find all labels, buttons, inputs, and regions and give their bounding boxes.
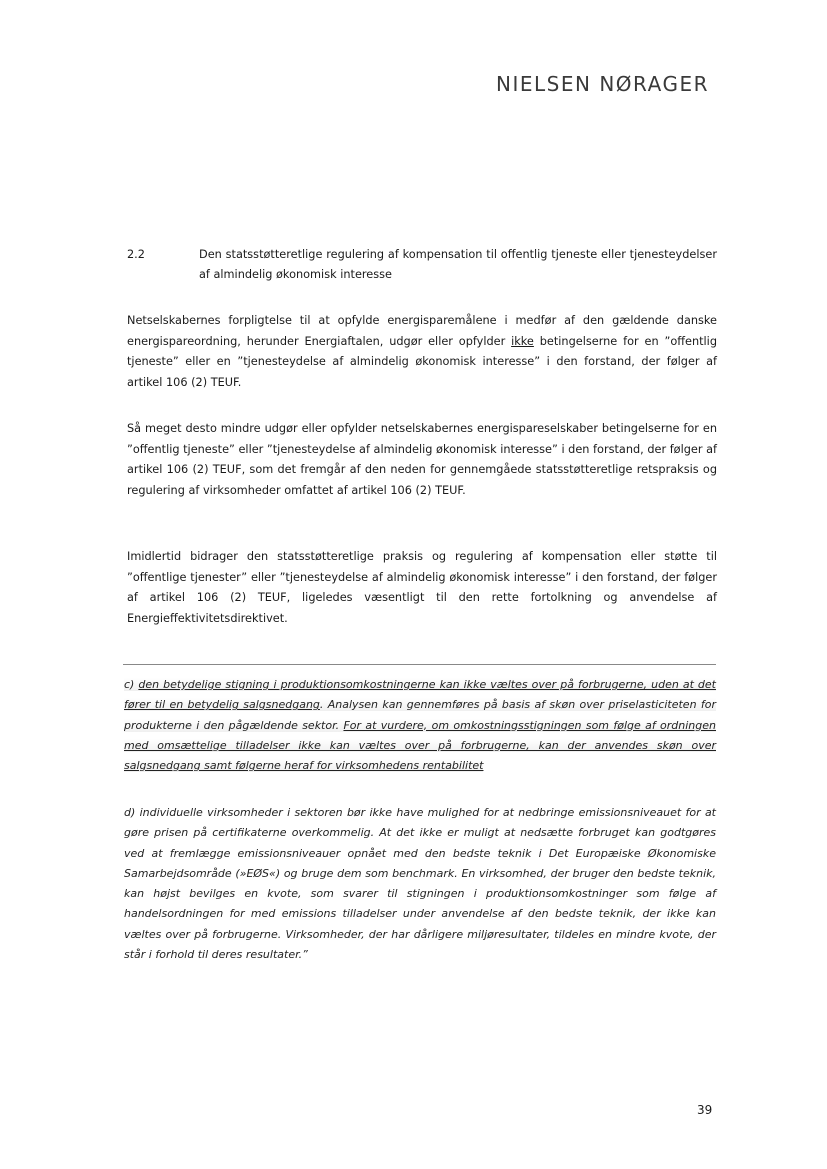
paragraph-3: Imidlertid bidrager den statsstøtteretlige praksis og regulering af kompensation eller støtte til ”offentlige tjenester” eller ”tjenesteydelse af almindelig økonomisk interesse” i den forstand, der følger af artikel 106 (2) TEUF, ligeledes væsentligt til den rette fortolkning og anvendelse af Energieffektivitetsdirektivet.: [127, 550, 717, 625]
firm-header: NIELSEN NØRAGER: [496, 72, 709, 96]
quote-item-d: d) individuelle virksomheder i sektoren bør ikke have mulighed for at nedbringe emissionsniveauet for at gøre prisen på certifikaterne overkommelig. At det ikke er muligt at nedsætte forbruget kan godtgøres ved at fremlægge emissionsniveauer opnået med den bedste teknik i Det Europæiske Økonomiske Samarbejdsområde (»EØS«) og bruge dem som benchmark. En virksomhed, der bruger den bedste teknik, kan højst bevilges en kvote, som svarer til stigningen i produktionsomkostninger som følge af handelsordningen for med emissions tilladelser under anvendelse af den bedste teknik, der ikke kan væltes over på forbrugerne. Virksomheder, der har dårligere miljøresultater, tildeles en mindre kvote, der står i forhold til deres resultater.”: [124, 806, 716, 962]
paragraph-1: [127, 311, 717, 393]
quote-c-prefix: c): [124, 678, 139, 691]
paragraph-2: Så meget desto mindre udgør eller opfylder netselskabernes energispareselskaber betingelserne for en ”offentlig tjeneste” eller ”tjenesteydelse af almindelig økonomisk interesse” i den forstand, der følger af artikel 106 (2) TEUF, som det fremgår af den neden for gennemgåede statsstøtteretlige retspraksis og regulering af virksomheder omfattet af artikel 106 (2) TEUF.: [127, 422, 717, 497]
quote-c-underline-1: den betydelige stigning i produktionsomkostningerne kan ikke væltes over på forbrugerne, uden at det fører til en betydelig salgsnedgang: [124, 678, 717, 712]
quote-c-underline-2: For at vurdere, om omkostningsstigningen som følge af ordningen med omsættelige tilladelser ikke kan væltes over på forbrugerne, kan der anvendes skøn over salgsnedgang samt følgerne heraf for virksomhedens rentabilitet: [124, 718, 716, 773]
paragraph-1-text-a: Netselskabernes forpligtelse til at opfylde energisparemålene i medfør af den gældende danske energispareordning, herunder Energiaftalen, udgør eller opfylder: [127, 314, 717, 348]
paragraph-1-text-b: betingelserne for en ”offentlig tjeneste” eller en ”tjenesteydelse af almindelig økonomisk interesse” i den forstand, der følger af artikel 106 (2) TEUF.: [127, 334, 717, 389]
section-title: Den statsstøtteretlige regulering af kompensation til offentlig tjeneste eller tjenesteydelser af almindelig økonomisk interesse: [199, 248, 717, 281]
quote-item-c: [124, 675, 716, 776]
section-number: 2.2: [127, 248, 145, 261]
paragraph-1-emphasis: ikke: [511, 334, 534, 348]
quote-c-middle: . Analysen kan gennemføres på basis af skøn over priselasticiteten for produkterne i den pågældende sektor.: [124, 698, 716, 732]
page-number: 39: [697, 1103, 713, 1117]
quote-divider: [123, 664, 716, 665]
section-heading: [127, 245, 717, 285]
quote-c-shaded-block: [124, 678, 716, 772]
